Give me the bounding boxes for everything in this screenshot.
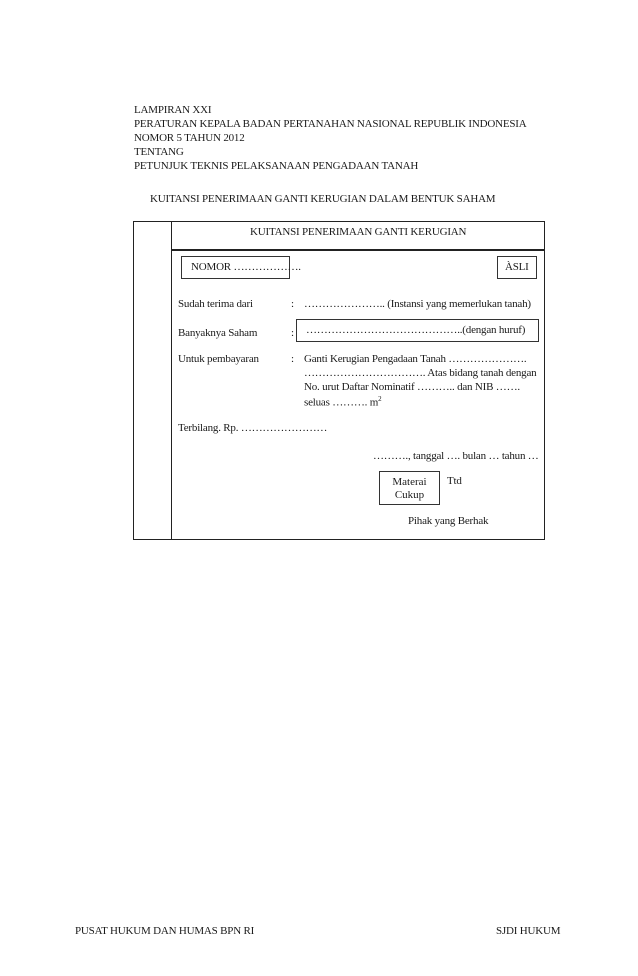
shares-box: [296, 319, 539, 342]
shares-value: ……………………………………..(dengan huruf): [306, 324, 526, 336]
purpose-line-4: [304, 395, 381, 409]
purpose-area-sup: 2: [378, 395, 382, 403]
footer-left: PUSAT HUKUM DAN HUMAS BPN RI: [75, 925, 255, 937]
signer-label: Pihak yang Berhak: [408, 515, 489, 527]
header-number: NOMOR 5 TAHUN 2012: [134, 132, 245, 144]
document-title: KUITANSI PENERIMAAN GANTI KERUGIAN DALAM BENTUK SAHAM: [150, 193, 496, 205]
header-lampiran: LAMPIRAN XXI: [134, 104, 212, 116]
received-from-colon: :: [291, 298, 294, 310]
amount-text: Terbilang. Rp. ……………………: [178, 422, 328, 434]
purpose-line-3: No. urut Daftar Nominatif ……….. dan NIB …….: [304, 381, 520, 393]
header-tentang: TENTANG: [134, 146, 184, 158]
stamp-line-2: Cukup: [394, 489, 425, 501]
asli-box: [497, 256, 537, 279]
footer-right: SJDI HUKUM: [496, 925, 561, 937]
purpose-line-2: ……………………………. Atas bidang tanah dengan: [304, 367, 537, 379]
header-regulation: PERATURAN KEPALA BADAN PERTANAHAN NASIONAL REPUBLIK INDONESIA: [134, 118, 527, 130]
date-line: ………., tanggal …. bulan … tahun …: [373, 450, 539, 462]
purpose-area-text: seluas ………. m: [304, 396, 379, 409]
shares-colon: :: [291, 327, 294, 339]
purpose-label: Untuk pembayaran: [178, 353, 259, 365]
shares-label: Banyaknya Saham: [178, 327, 258, 339]
nomor-box: [181, 256, 301, 279]
receipt-title-divider: [171, 249, 545, 251]
receipt-title: KUITANSI PENERIMAAN GANTI KERUGIAN: [250, 226, 467, 238]
receipt-stub-divider: [171, 221, 172, 540]
stamp-box: [379, 471, 440, 505]
purpose-colon: :: [291, 353, 294, 365]
ttd-text: Ttd: [447, 475, 462, 487]
asli-text: ÀSLI: [505, 261, 529, 273]
received-from-label: Sudah terima dari: [178, 298, 253, 310]
stamp-line-1: Materai: [392, 476, 427, 488]
header-subject: PETUNJUK TEKNIS PELAKSANAAN PENGADAAN TANAH: [134, 160, 419, 172]
received-from-value: ………………….. (Instansi yang memerlukan tanah): [304, 298, 531, 310]
purpose-line-1: Ganti Kerugian Pengadaan Tanah ………………….: [304, 353, 527, 365]
nomor-text: NOMOR ……………….: [191, 261, 301, 273]
